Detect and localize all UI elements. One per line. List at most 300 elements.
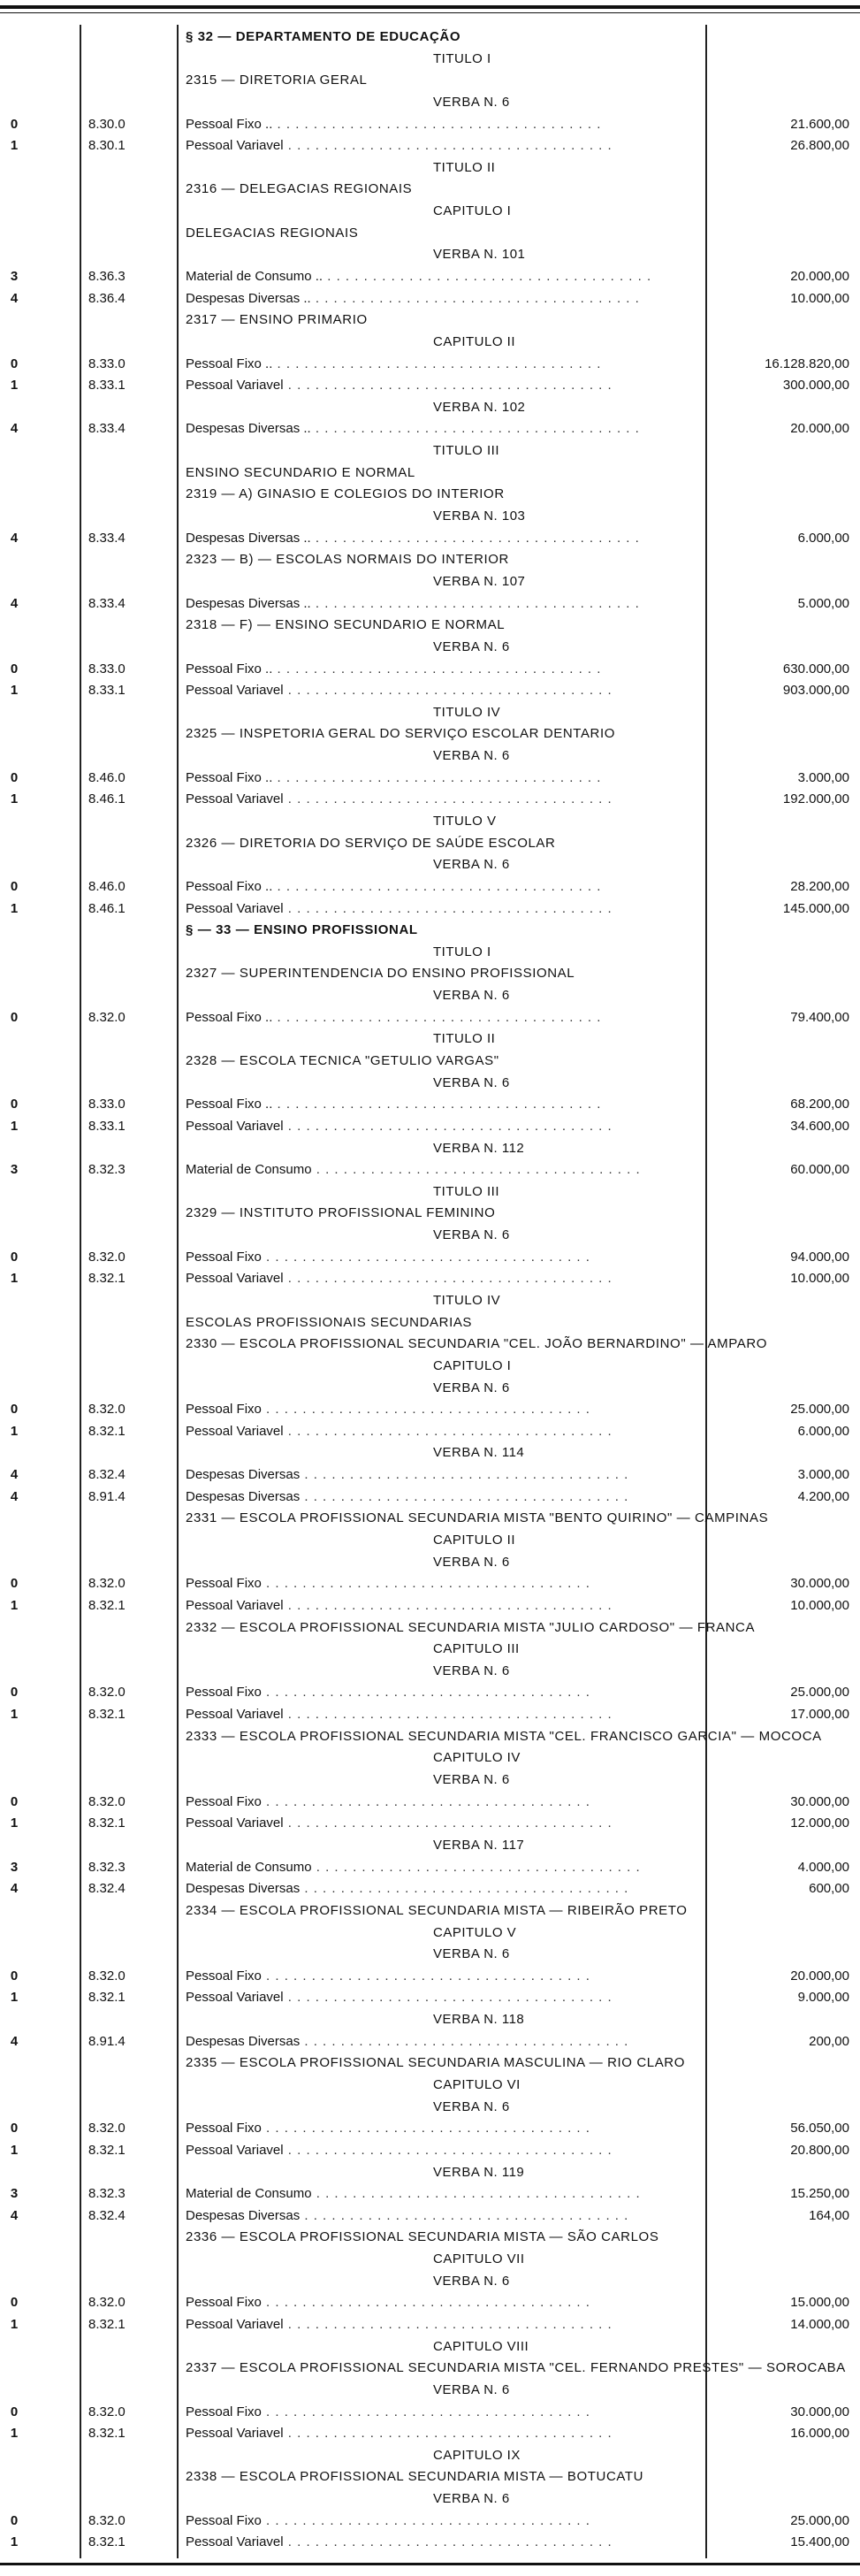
amount: 10.000,00 <box>790 290 849 306</box>
unit-label-text: 2331 — ESCOLA PROFISSIONAL SECUNDARIA MISTA "BENTO QUIRINO" — CAMPINAS <box>186 1510 769 1526</box>
sub-heading <box>0 2490 860 2508</box>
item-code: 0 <box>10 878 19 894</box>
sub-heading <box>0 442 860 460</box>
dot-leader: . . . . . . . . . . . . . . . . . . . . . . . . . . . . . . . . . . . . <box>311 2186 641 2202</box>
item-code: 0 <box>10 1249 19 1265</box>
line-description: Pessoal Fixo .. . . . . . . . . . . . . . . . . . . . . . . . . . . . . . . . . . . . . <box>186 1097 602 1112</box>
account-code: 8.46.1 <box>88 900 126 916</box>
ledger-line <box>0 116 860 134</box>
account-code: 8.33.0 <box>88 1097 126 1112</box>
unit-label-text: 2336 — ESCOLA PROFISSIONAL SECUNDARIA MISTA — SÃO CARLOS <box>186 2229 659 2245</box>
sub-heading-text: CAPITULO VI <box>433 2076 521 2092</box>
sub-heading-text: CAPITULO VIII <box>433 2338 529 2354</box>
dot-leader: . . . . . . . . . . . . . . . . . . . . . . . . . . . . . . . . . . . . <box>283 378 613 394</box>
item-code: 4 <box>10 421 19 437</box>
amount: 3.000,00 <box>797 1467 849 1483</box>
account-code: 8.32.0 <box>88 2512 126 2528</box>
amount: 26.800,00 <box>790 138 849 154</box>
ledger-line <box>0 1597 860 1615</box>
sub-heading <box>0 747 860 765</box>
sub-heading-text: CAPITULO V <box>433 1924 517 1940</box>
sub-heading-text: CAPITULO I <box>433 203 512 219</box>
dot-leader: . . . . . . . . . . . . . . . . . . . . . . . . . . . . . . . . . . . . <box>272 769 602 785</box>
account-code: 8.32.4 <box>88 2207 126 2223</box>
ledger-line <box>0 1249 860 1266</box>
amount: 10.000,00 <box>790 1271 849 1287</box>
dot-leader: . . . . . . . . . . . . . . . . . . . . . . . . . . . . . . . . . . . . <box>310 595 640 611</box>
item-code: 4 <box>10 2207 19 2223</box>
sub-heading-text: VERBA N. 114 <box>433 1445 525 1461</box>
line-description: Pessoal Fixo . . . . . . . . . . . . . . . . . . . . . . . . . . . . . . . . . . . . <box>186 2404 590 2419</box>
sub-heading-text: TITULO I <box>433 50 491 66</box>
amount: 300.000,00 <box>782 378 849 394</box>
line-description: Pessoal Variavel . . . . . . . . . . . . . . . . . . . . . . . . . . . . . . . . . . . . <box>186 1990 613 2006</box>
line-description: Pessoal Variavel . . . . . . . . . . . . . . . . . . . . . . . . . . . . . . . . . . . . <box>186 791 613 807</box>
sub-heading <box>0 1380 860 1397</box>
dot-leader: . . . . . . . . . . . . . . . . . . . . . . . . . . . . . . . . . . . . <box>261 2512 590 2528</box>
sub-heading <box>0 1140 860 1158</box>
sub-heading <box>0 1924 860 1942</box>
sub-heading-text: CAPITULO II <box>433 1533 516 1548</box>
amount: 60.000,00 <box>790 1162 849 1178</box>
line-description: Pessoal Variavel . . . . . . . . . . . . . . . . . . . . . . . . . . . . . . . . . . . . <box>186 1118 613 1134</box>
ledger-line <box>0 1096 860 1113</box>
unit-label-text: ENSINO SECUNDARIO E NORMAL <box>186 464 415 480</box>
sub-heading <box>0 573 860 591</box>
unit-label-text: 2318 — F) — ENSINO SECUNDARIO E NORMAL <box>186 617 506 633</box>
item-code: 0 <box>10 2512 19 2528</box>
unit-label-text: 2330 — ESCOLA PROFISSIONAL SECUNDARIA "CEL. JOÃO BERNARDINO" — AMPARO <box>186 1336 768 1352</box>
unit-label-text: 2335 — ESCOLA PROFISSIONAL SECUNDARIA MASCULINA — RIO CLARO <box>186 2055 685 2071</box>
unit-label <box>0 1510 860 1527</box>
dot-leader: . . . . . . . . . . . . . . . . . . . . . . . . . . . . . . . . . . . . <box>283 1815 613 1831</box>
amount: 20.800,00 <box>790 2142 849 2158</box>
account-code: 8.32.1 <box>88 1597 126 1613</box>
line-description: Pessoal Variavel . . . . . . . . . . . . . . . . . . . . . . . . . . . . . . . . . . . . <box>186 2142 613 2158</box>
line-description: Pessoal Fixo .. . . . . . . . . . . . . . . . . . . . . . . . . . . . . . . . . . . . . <box>186 661 602 676</box>
account-code: 8.46.0 <box>88 878 126 894</box>
unit-label <box>0 835 860 852</box>
dot-leader: . . . . . . . . . . . . . . . . . . . . . . . . . . . . . . . . . . . . <box>283 1118 613 1134</box>
item-code: 1 <box>10 378 19 394</box>
line-description: Despesas Diversas .. . . . . . . . . . . . . . . . . . . . . . . . . . . . . . . . . . . . . <box>186 421 640 437</box>
sub-heading <box>0 2011 860 2029</box>
dot-leader: . . . . . . . . . . . . . . . . . . . . . . . . . . . . . . . . . . . . <box>283 791 613 807</box>
sub-heading-text: TITULO I <box>433 944 491 959</box>
dot-leader: . . . . . . . . . . . . . . . . . . . . . . . . . . . . . . . . . . . . <box>283 138 613 154</box>
item-code: 0 <box>10 1009 19 1025</box>
dot-leader: . . . . . . . . . . . . . . . . . . . . . . . . . . . . . . . . . . . . <box>261 1968 590 1984</box>
dot-leader: . . . . . . . . . . . . . . . . . . . . . . . . . . . . . . . . . . . . <box>283 2316 613 2332</box>
unit-label <box>0 551 860 569</box>
dot-leader: . . . . . . . . . . . . . . . . . . . . . . . . . . . . . . . . . . . . <box>300 1467 629 1483</box>
line-description: Material de Consumo . . . . . . . . . . . . . . . . . . . . . . . . . . . . . . . . . . . . <box>186 1859 641 1875</box>
line-description: Pessoal Fixo . . . . . . . . . . . . . . . . . . . . . . . . . . . . . . . . . . . . <box>186 2512 590 2528</box>
ledger-line <box>0 1401 860 1418</box>
amount: 14.000,00 <box>790 2316 849 2332</box>
sub-heading <box>0 1292 860 1310</box>
line-description: Pessoal Fixo .. . . . . . . . . . . . . . . . . . . . . . . . . . . . . . . . . . . . . <box>186 116 602 132</box>
dot-leader: . . . . . . . . . . . . . . . . . . . . . . . . . . . . . . . . . . . . <box>310 530 640 546</box>
amount: 68.200,00 <box>790 1097 849 1112</box>
dot-leader: . . . . . . . . . . . . . . . . . . . . . . . . . . . . . . . . . . . . <box>283 2426 613 2442</box>
unit-label-text: 2326 — DIRETORIA DO SERVIÇO DE SAÚDE ESCOLAR <box>186 835 556 851</box>
amount: 17.000,00 <box>790 1707 849 1723</box>
line-description: Pessoal Variavel . . . . . . . . . . . . . . . . . . . . . . . . . . . . . . . . . . . . <box>186 2534 613 2550</box>
ledger-line <box>0 1706 860 1724</box>
amount: 20.000,00 <box>790 1968 849 1984</box>
dot-leader: . . . . . . . . . . . . . . . . . . . . . . . . . . . . . . . . . . . . <box>311 1859 641 1875</box>
item-code: 3 <box>10 269 19 285</box>
item-code: 4 <box>10 1881 19 1897</box>
account-code: 8.32.4 <box>88 1881 126 1897</box>
unit-label-text: 2319 — A) GINASIO E COLEGIOS DO INTERIOR <box>186 486 505 502</box>
sub-heading <box>0 1771 860 1789</box>
sub-heading <box>0 1444 860 1462</box>
account-code: 8.32.0 <box>88 1249 126 1265</box>
account-code: 8.32.0 <box>88 2121 126 2136</box>
ledger-line <box>0 2033 860 2051</box>
sub-heading-text: VERBA N. 118 <box>433 2012 525 2028</box>
line-description: Pessoal Fixo . . . . . . . . . . . . . . . . . . . . . . . . . . . . . . . . . . . . <box>186 1402 590 1418</box>
account-code: 8.32.3 <box>88 1859 126 1875</box>
dot-leader: . . . . . . . . . . . . . . . . . . . . . . . . . . . . . . . . . . . . <box>261 1685 590 1701</box>
line-description: Pessoal Variavel . . . . . . . . . . . . . . . . . . . . . . . . . . . . . . . . . . . . <box>186 900 613 916</box>
dot-leader: . . . . . . . . . . . . . . . . . . . . . . . . . . . . . . . . . . . . <box>300 2207 629 2223</box>
ledger-line <box>0 1009 860 1027</box>
item-code: 1 <box>10 1271 19 1287</box>
sub-heading <box>0 1640 860 1658</box>
item-code: 1 <box>10 1597 19 1613</box>
dot-leader: . . . . . . . . . . . . . . . . . . . . . . . . . . . . . . . . . . . . <box>283 2534 613 2550</box>
dot-leader: . . . . . . . . . . . . . . . . . . . . . . . . . . . . . . . . . . . . <box>283 2142 613 2158</box>
ledger-line <box>0 2512 860 2530</box>
sub-heading <box>0 1357 860 1375</box>
sub-heading <box>0 508 860 525</box>
sub-heading-text: CAPITULO III <box>433 1641 520 1657</box>
sub-heading <box>0 2164 860 2182</box>
sub-heading-text: VERBA N. 102 <box>433 399 526 415</box>
line-description: Pessoal Fixo .. . . . . . . . . . . . . . . . . . . . . . . . . . . . . . . . . . . . . <box>186 1009 602 1025</box>
line-description: Pessoal Fixo . . . . . . . . . . . . . . . . . . . . . . . . . . . . . . . . . . . . <box>186 1685 590 1701</box>
ledger-line <box>0 1815 860 1832</box>
unit-label-text: 2323 — B) — ESCOLAS NORMAIS DO INTERIOR <box>186 552 509 568</box>
unit-label <box>0 225 860 242</box>
line-description: Pessoal Variavel . . . . . . . . . . . . . . . . . . . . . . . . . . . . . . . . . . . . <box>186 683 613 699</box>
amount: 34.600,00 <box>790 1118 849 1134</box>
unit-label <box>0 464 860 482</box>
item-code: 0 <box>10 1793 19 1809</box>
item-code: 0 <box>10 1097 19 1112</box>
dot-leader: . . . . . . . . . . . . . . . . . . . . . . . . . . . . . . . . . . . . <box>261 1249 590 1265</box>
line-description: Pessoal Fixo . . . . . . . . . . . . . . . . . . . . . . . . . . . . . . . . . . . . <box>186 2295 590 2311</box>
item-code: 4 <box>10 595 19 611</box>
sub-heading-text: VERBA N. 112 <box>433 1140 525 1156</box>
sub-heading <box>0 704 860 722</box>
amount: 4.200,00 <box>797 1488 849 1504</box>
amount: 21.600,00 <box>790 116 849 132</box>
section-heading-text: § — 33 — ENSINO PROFISSIONAL <box>186 922 418 938</box>
sub-heading-text: VERBA N. 6 <box>433 1663 510 1678</box>
item-code: 1 <box>10 2316 19 2332</box>
sub-heading-text: VERBA N. 119 <box>433 2164 525 2180</box>
sub-heading-text: VERBA N. 6 <box>433 988 510 1004</box>
item-code: 4 <box>10 530 19 546</box>
dot-leader: . . . . . . . . . . . . . . . . . . . . . . . . . . . . . . . . . . . . <box>261 1793 590 1809</box>
dot-leader: . . . . . . . . . . . . . . . . . . . . . . . . . . . . . . . . . . . . <box>300 2033 629 2049</box>
amount: 56.050,00 <box>790 2121 849 2136</box>
sub-heading-text: TITULO II <box>433 159 496 175</box>
sub-heading <box>0 2381 860 2399</box>
amount: 164,00 <box>809 2207 849 2223</box>
item-code: 3 <box>10 1162 19 1178</box>
sub-heading-text: VERBA N. 117 <box>433 1837 525 1853</box>
item-code: 0 <box>10 1576 19 1592</box>
line-description: Despesas Diversas . . . . . . . . . . . . . . . . . . . . . . . . . . . . . . . . . . . . <box>186 1467 629 1483</box>
sub-heading-text: TITULO V <box>433 813 497 829</box>
sub-heading-text: VERBA N. 6 <box>433 2381 510 2397</box>
ledger-line <box>0 769 860 787</box>
sub-heading <box>0 2338 860 2356</box>
sub-heading <box>0 2273 860 2290</box>
unit-label <box>0 725 860 743</box>
unit-label <box>0 2054 860 2072</box>
account-code: 8.33.4 <box>88 595 126 611</box>
item-code: 0 <box>10 355 19 371</box>
line-description: Pessoal Fixo .. . . . . . . . . . . . . . . . . . . . . . . . . . . . . . . . . . . . . <box>186 878 602 894</box>
ledger-line <box>0 1989 860 2007</box>
amount: 20.000,00 <box>790 421 849 437</box>
item-code: 0 <box>10 2295 19 2311</box>
account-code: 8.91.4 <box>88 1488 126 1504</box>
line-description: Despesas Diversas .. . . . . . . . . . . . . . . . . . . . . . . . . . . . . . . . . . . . . <box>186 595 640 611</box>
line-description: Pessoal Variavel . . . . . . . . . . . . . . . . . . . . . . . . . . . . . . . . . . . . <box>186 138 613 154</box>
dot-leader: . . . . . . . . . . . . . . . . . . . . . . . . . . . . . . . . . . . . <box>272 1009 602 1025</box>
sub-heading <box>0 1945 860 1963</box>
ledger-line <box>0 355 860 373</box>
ledger-line <box>0 530 860 547</box>
unit-label <box>0 2228 860 2246</box>
line-description: Pessoal Fixo . . . . . . . . . . . . . . . . . . . . . . . . . . . . . . . . . . . . <box>186 2121 590 2136</box>
line-description: Material de Consumo . . . . . . . . . . . . . . . . . . . . . . . . . . . . . . . . . . . . <box>186 1162 641 1178</box>
unit-label-text: 2325 — INSPETORIA GERAL DO SERVIÇO ESCOLAR DENTARIO <box>186 726 616 742</box>
item-code: 1 <box>10 1423 19 1439</box>
line-description: Pessoal Variavel . . . . . . . . . . . . . . . . . . . . . . . . . . . . . . . . . . . . <box>186 1815 613 1831</box>
line-description: Despesas Diversas .. . . . . . . . . . . . . . . . . . . . . . . . . . . . . . . . . . . . . <box>186 530 640 546</box>
line-description: Pessoal Variavel . . . . . . . . . . . . . . . . . . . . . . . . . . . . . . . . . . . . <box>186 2426 613 2442</box>
ledger-line <box>0 1575 860 1593</box>
line-description: Pessoal Variavel . . . . . . . . . . . . . . . . . . . . . . . . . . . . . . . . . . . . <box>186 2316 613 2332</box>
account-code: 8.46.1 <box>88 791 126 807</box>
ledger-line <box>0 1423 860 1441</box>
line-description: Pessoal Variavel . . . . . . . . . . . . . . . . . . . . . . . . . . . . . . . . . . . . <box>186 1271 613 1287</box>
account-code: 8.32.1 <box>88 1423 126 1439</box>
unit-label <box>0 485 860 503</box>
sub-heading-text: VERBA N. 101 <box>433 247 526 263</box>
line-description: Pessoal Variavel . . . . . . . . . . . . . . . . . . . . . . . . . . . . . . . . . . . . <box>186 1597 613 1613</box>
account-code: 8.33.0 <box>88 661 126 676</box>
sub-heading <box>0 813 860 830</box>
sub-heading <box>0 944 860 961</box>
section-heading <box>0 921 860 939</box>
amount: 630.000,00 <box>782 661 849 676</box>
unit-label <box>0 616 860 634</box>
amount: 6.000,00 <box>797 1423 849 1439</box>
ledger-line <box>0 1968 860 1985</box>
sub-heading <box>0 159 860 177</box>
amount: 3.000,00 <box>797 769 849 785</box>
account-code: 8.32.1 <box>88 2426 126 2442</box>
ledger-line <box>0 1270 860 1288</box>
account-code: 8.33.4 <box>88 421 126 437</box>
sub-heading-text: TITULO III <box>433 1183 500 1199</box>
sub-heading <box>0 1227 860 1244</box>
amount: 25.000,00 <box>790 1685 849 1701</box>
bottom-rule <box>0 2563 860 2565</box>
dot-leader: . . . . . . . . . . . . . . . . . . . . . . . . . . . . . . . . . . . . <box>261 2404 590 2419</box>
item-code: 1 <box>10 138 19 154</box>
amount: 20.000,00 <box>790 269 849 285</box>
unit-label <box>0 965 860 982</box>
account-code: 8.32.3 <box>88 2186 126 2202</box>
item-code: 0 <box>10 769 19 785</box>
account-code: 8.32.1 <box>88 1707 126 1723</box>
sub-heading <box>0 203 860 220</box>
sub-heading <box>0 1749 860 1767</box>
line-description: Pessoal Fixo . . . . . . . . . . . . . . . . . . . . . . . . . . . . . . . . . . . . <box>186 1793 590 1809</box>
sub-heading-text: CAPITULO IV <box>433 1750 521 1766</box>
line-description: Despesas Diversas . . . . . . . . . . . . . . . . . . . . . . . . . . . . . . . . . . . . <box>186 1488 629 1504</box>
dot-leader: . . . . . . . . . . . . . . . . . . . . . . . . . . . . . . . . . . . . <box>283 900 613 916</box>
account-code: 8.32.0 <box>88 1685 126 1701</box>
amount: 145.000,00 <box>782 900 849 916</box>
sub-heading-text: TITULO II <box>433 1031 496 1047</box>
dot-leader: . . . . . . . . . . . . . . . . . . . . . . . . . . . . . . . . . . . . <box>283 1271 613 1287</box>
sub-heading <box>0 50 860 68</box>
amount: 5.000,00 <box>797 595 849 611</box>
unit-label <box>0 1619 860 1637</box>
ledger-line <box>0 878 860 896</box>
account-code: 8.32.1 <box>88 1815 126 1831</box>
sub-heading <box>0 1074 860 1092</box>
ledger-line <box>0 420 860 438</box>
sub-heading <box>0 987 860 1005</box>
sub-heading-text: VERBA N. 6 <box>433 94 510 110</box>
amount: 10.000,00 <box>790 1597 849 1613</box>
sub-heading-text: CAPITULO II <box>433 333 516 349</box>
item-code: 0 <box>10 116 19 132</box>
account-code: 8.32.3 <box>88 1162 126 1178</box>
sub-heading <box>0 1663 860 1680</box>
unit-label-text: 2332 — ESCOLA PROFISSIONAL SECUNDARIA MISTA "JULIO CARDOSO" — FRANCA <box>186 1619 756 1635</box>
sub-heading-text: VERBA N. 6 <box>433 1554 510 1570</box>
line-description: Pessoal Fixo . . . . . . . . . . . . . . . . . . . . . . . . . . . . . . . . . . . . <box>186 1249 590 1265</box>
amount: 4.000,00 <box>797 1859 849 1875</box>
unit-label <box>0 1314 860 1332</box>
item-code: 1 <box>10 683 19 699</box>
sub-heading-text: VERBA N. 6 <box>433 2098 510 2114</box>
unit-label-text: 2316 — DELEGACIAS REGIONAIS <box>186 181 413 197</box>
account-code: 8.32.1 <box>88 1271 126 1287</box>
item-code: 3 <box>10 1859 19 1875</box>
unit-label-text: DELEGACIAS REGIONAIS <box>186 225 359 241</box>
unit-label <box>0 180 860 198</box>
amount: 15.000,00 <box>790 2295 849 2311</box>
ledger-line <box>0 2185 860 2203</box>
amount: 79.400,00 <box>790 1009 849 1025</box>
amount: 28.200,00 <box>790 878 849 894</box>
ledger-line <box>0 661 860 678</box>
line-description: Pessoal Variavel . . . . . . . . . . . . . . . . . . . . . . . . . . . . . . . . . . . . <box>186 1423 613 1439</box>
ledger-line <box>0 1880 860 1898</box>
dot-leader: . . . . . . . . . . . . . . . . . . . . . . . . . . . . . . . . . . . . <box>311 1162 641 1178</box>
item-code: 4 <box>10 2033 19 2049</box>
ledger-line <box>0 2404 860 2421</box>
ledger-line <box>0 2142 860 2159</box>
unit-label <box>0 1728 860 1746</box>
dot-leader: . . . . . . . . . . . . . . . . . . . . . . . . . . . . . . . . . . . . <box>261 1402 590 1418</box>
ledger-line <box>0 791 860 808</box>
item-code: 1 <box>10 2142 19 2158</box>
amount: 6.000,00 <box>797 530 849 546</box>
dot-leader: . . . . . . . . . . . . . . . . . . . . . . . . . . . . . . . . . . . . <box>300 1881 629 1897</box>
dot-leader: . . . . . . . . . . . . . . . . . . . . . . . . . . . . . . . . . . . . <box>272 116 602 132</box>
unit-label <box>0 1902 860 1920</box>
ledger-line <box>0 268 860 286</box>
amount: 16.000,00 <box>790 2426 849 2442</box>
sub-heading <box>0 94 860 111</box>
amount: 30.000,00 <box>790 2404 849 2419</box>
unit-label-text: 2327 — SUPERINTENDENCIA DO ENSINO PROFISSIONAL <box>186 966 575 982</box>
account-code: 8.32.0 <box>88 1009 126 1025</box>
unit-label <box>0 311 860 329</box>
ledger-line <box>0 682 860 699</box>
sub-heading-text: VERBA N. 6 <box>433 1227 510 1243</box>
sub-heading-text: VERBA N. 107 <box>433 573 526 589</box>
dot-leader: . . . . . . . . . . . . . . . . . . . . . . . . . . . . . . . . . . . . <box>310 290 640 306</box>
sub-heading-text: TITULO III <box>433 443 500 459</box>
unit-label <box>0 72 860 89</box>
dot-leader: . . . . . . . . . . . . . . . . . . . . . . . . . . . . . . . . . . . . <box>272 355 602 371</box>
item-code: 0 <box>10 661 19 676</box>
sub-heading-text: CAPITULO I <box>433 1357 512 1373</box>
dot-leader: . . . . . . . . . . . . . . . . . . . . . . . . . . . . . . . . . . . . <box>323 269 652 285</box>
item-code: 1 <box>10 791 19 807</box>
item-code: 1 <box>10 1815 19 1831</box>
dot-leader: . . . . . . . . . . . . . . . . . . . . . . . . . . . . . . . . . . . . <box>272 661 602 676</box>
sub-heading-text: VERBA N. 6 <box>433 1772 510 1788</box>
account-code: 8.33.1 <box>88 1118 126 1134</box>
dot-leader: . . . . . . . . . . . . . . . . . . . . . . . . . . . . . . . . . . . . <box>261 2295 590 2311</box>
dot-leader: . . . . . . . . . . . . . . . . . . . . . . . . . . . . . . . . . . . . <box>283 1707 613 1723</box>
amount: 15.400,00 <box>790 2534 849 2550</box>
line-description: Pessoal Fixo .. . . . . . . . . . . . . . . . . . . . . . . . . . . . . . . . . . . . . <box>186 355 602 371</box>
account-code: 8.32.1 <box>88 2316 126 2332</box>
sub-heading-text: VERBA N. 103 <box>433 508 526 524</box>
sub-heading-text: TITULO IV <box>433 704 501 720</box>
unit-label <box>0 1335 860 1353</box>
line-description: Despesas Diversas . . . . . . . . . . . . . . . . . . . . . . . . . . . . . . . . . . . . <box>186 2207 629 2223</box>
ledger-line <box>0 1161 860 1179</box>
ledger-line <box>0 1793 860 1811</box>
line-description: Pessoal Variavel . . . . . . . . . . . . . . . . . . . . . . . . . . . . . . . . . . . . <box>186 378 613 394</box>
dot-leader: . . . . . . . . . . . . . . . . . . . . . . . . . . . . . . . . . . . . <box>261 1576 590 1592</box>
unit-label-text: 2315 — DIRETORIA GERAL <box>186 73 368 88</box>
section-heading <box>0 28 860 46</box>
dot-leader: . . . . . . . . . . . . . . . . . . . . . . . . . . . . . . . . . . . . <box>272 878 602 894</box>
section-heading-text: § 32 — DEPARTAMENTO DE EDUCAÇÃO <box>186 29 461 44</box>
account-code: 8.32.1 <box>88 1990 126 2006</box>
